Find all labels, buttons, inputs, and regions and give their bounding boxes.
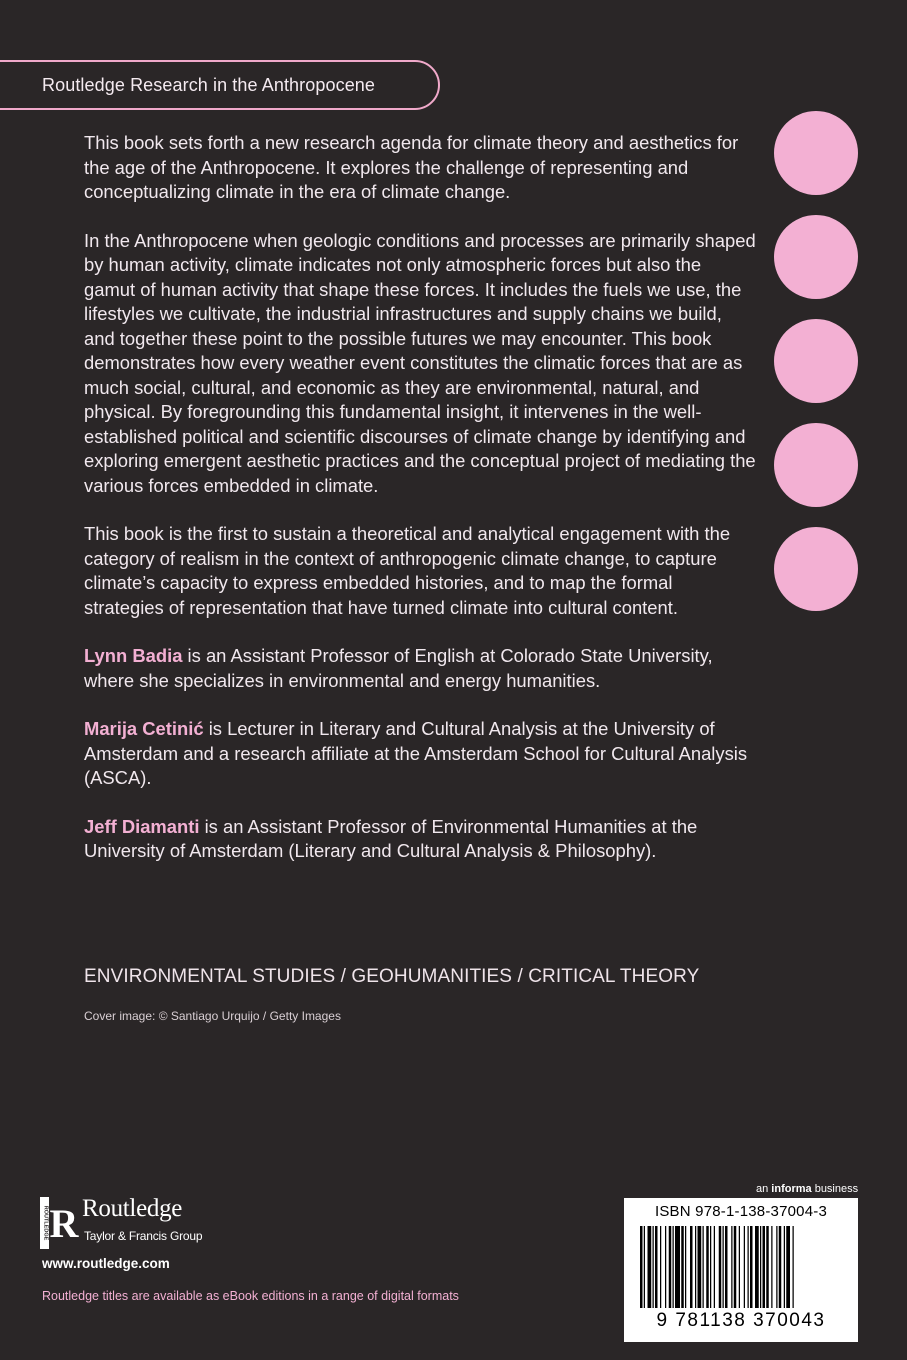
barcode-stripe (706, 1226, 709, 1308)
pink-dot (774, 111, 858, 195)
barcode-stripe (786, 1226, 790, 1308)
barcode-stripe (766, 1226, 769, 1308)
barcode-bars (638, 1226, 844, 1310)
barcode-stripe (719, 1226, 722, 1308)
pink-dot (774, 527, 858, 611)
routledge-logo-icon (40, 1197, 80, 1249)
barcode-stripe (673, 1226, 674, 1308)
pink-dot (774, 319, 858, 403)
barcode-stripe (685, 1226, 686, 1308)
isbn-barcode (624, 1198, 858, 1342)
barcode-stripe (690, 1226, 693, 1308)
informa-tagline (756, 1183, 858, 1195)
barcode-stripe (644, 1226, 645, 1308)
barcode-stripe (771, 1226, 772, 1308)
barcode-stripe (725, 1226, 728, 1308)
barcode-stripe (750, 1226, 753, 1308)
barcode-stripe (648, 1226, 652, 1308)
author-name: Marija Cetinić (84, 718, 204, 739)
ebook-note: Routledge titles are available as eBook editions in a range of digital formats (42, 1289, 459, 1303)
publisher-name: Routledge (82, 1195, 183, 1222)
barcode-stripe (660, 1226, 661, 1308)
subject-categories: ENVIRONMENTAL STUDIES / GEOHUMANITIES / CRITICAL THEORY (84, 966, 700, 987)
barcode-stripe (669, 1226, 672, 1308)
barcode-stripe (793, 1226, 794, 1308)
barcode-stripe (698, 1226, 702, 1308)
barcode-stripe (784, 1226, 785, 1308)
description-paragraph-2: In the Anthropocene when geologic conditions and processes are primarily shaped by human activity, climate indicates not only atmospheric forces but also the gamut of human activity that shape these forces. It includes the fuels we use, the lifestyles we cultivate, the industrial infrastructures and supply chains we build, and together these point to the possible futures we may encounter. This book demonstrates how every weather event constitutes the climatic forces that are as much social, cultural, and economic as they are environmental, natural, and physical. By foregrounding this fundamental insight, it intervenes in the well-established political and scientific discourses of climate change by identifying and exploring emergent aesthetic practices and the conceptual project of mediating the various forces embedded in climate. (84, 229, 756, 496)
barcode-stripe (640, 1226, 643, 1308)
barcode-stripe (734, 1226, 737, 1308)
publisher-website[interactable]: www.routledge.com (42, 1256, 170, 1271)
barcode-stripe (739, 1226, 740, 1308)
informa-prefix: an (756, 1183, 772, 1195)
author-name: Jeff Diamanti (84, 815, 200, 837)
pink-dot (774, 423, 858, 507)
decorative-dots (774, 111, 858, 631)
logo-letter: R (49, 1201, 79, 1246)
author-bio (84, 815, 756, 864)
barcode-stripe (763, 1226, 766, 1308)
cover-credit: Cover image: © Santiago Urquijo / Getty Images (84, 1009, 341, 1023)
book-description (84, 131, 756, 888)
barcode-stripe (779, 1226, 782, 1308)
publisher-subtitle: Taylor & Francis Group (84, 1229, 203, 1243)
series-title: Routledge Research in the Anthropocene (42, 75, 376, 95)
barcode-stripe (723, 1226, 724, 1308)
barcode-stripe (776, 1226, 777, 1308)
author-name: Lynn Badia (84, 645, 183, 666)
author-bio (84, 717, 756, 791)
isbn-digits: 9 781138 370043 (656, 1310, 826, 1331)
informa-suffix: business (811, 1183, 859, 1195)
author-bio-text: is an Assistant Professor of Environmental Humanities at the University of Amsterdam (Literary and Cultural Analysis & Philosophy). (84, 815, 698, 861)
barcode-stripe (695, 1226, 696, 1308)
author-bio-text: is Lecturer in Literary and Cultural Analysis at the University of Amsterdam and a research affiliate at the Amsterdam School for Cultural Analysis (ASCA). (84, 718, 748, 788)
barcode-stripe (655, 1226, 658, 1308)
author-bio (84, 644, 756, 693)
logo-side-text: ROUTLEDGE (42, 1205, 49, 1241)
barcode-stripe (653, 1226, 654, 1308)
barcode-stripe (760, 1226, 761, 1308)
description-paragraph-1: This book sets forth a new research agenda for climate theory and aesthetics for the age of the Anthropocene. It explores the challenge of representing and conceptualizing climate in the era of climate change. (84, 132, 739, 202)
barcode-stripe (748, 1226, 749, 1308)
isbn-label: ISBN 978-1-138-37004-3 (654, 1203, 827, 1220)
barcode-stripe (755, 1226, 759, 1308)
barcode-stripe (681, 1226, 684, 1308)
barcode-stripe (665, 1226, 666, 1308)
pink-dot (774, 215, 858, 299)
barcode-stripe (710, 1226, 711, 1308)
informa-brand: informa (771, 1183, 812, 1195)
author-bio-text: is an Assistant Professor of English at Colorado State University, where she specializes in environmental and energy humanities. (84, 645, 713, 691)
description-paragraph-3: This book is the first to sustain a theoretical and analytical engagement with the category of realism in the context of anthropogenic climate change, to capture climate’s capacity to express embedded histories, and to map the formal strategies of representation that have turned climate into cultural content. (84, 523, 731, 618)
barcode-stripe (731, 1226, 732, 1308)
barcode-stripe (703, 1226, 704, 1308)
barcode-stripe (675, 1226, 680, 1308)
barcode-stripe (744, 1226, 745, 1308)
barcode-stripe (714, 1226, 715, 1308)
